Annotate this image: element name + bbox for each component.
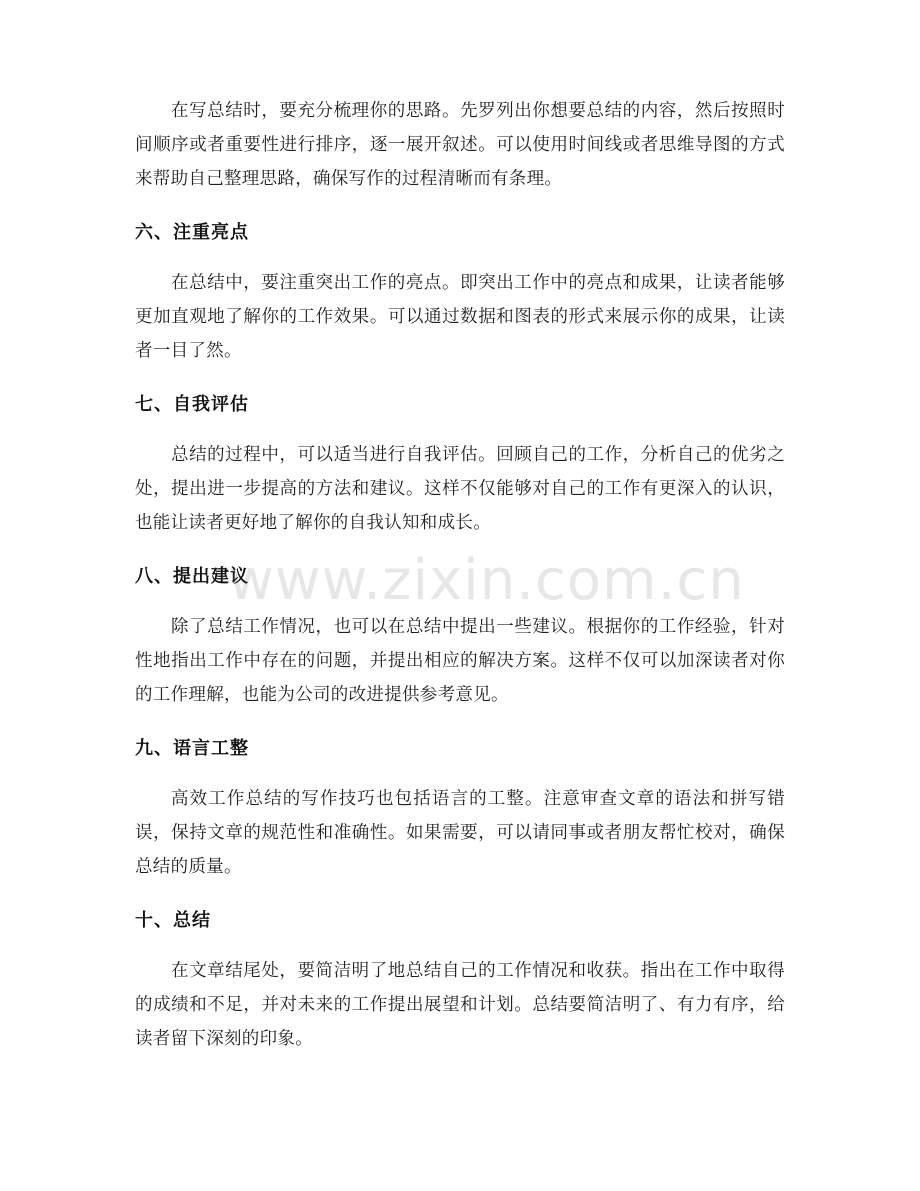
document-body	[135, 94, 785, 1078]
paragraph-suggestions: 除了总结工作情况，也可以在总结中提出一些建议。根据你的工作经验，针对性地指出工作中存在的问题，并提出相应的解决方案。这样不仅可以加深读者对你的工作理解，也能为公司的改进提供参考意见。	[135, 617, 785, 705]
heading-section-7: 七、自我评估	[135, 394, 249, 415]
heading-section-6: 六、注重亮点	[135, 222, 249, 243]
heading-section-9: 九、语言工整	[135, 738, 249, 759]
paragraph-self-evaluation: 总结的过程中，可以适当进行自我评估。回顾自己的工作，分析自己的优劣之处，提出进一步提高的方法和建议。这样不仅能够对自己的工作有更深入的认识，也能让读者更好地了解你的自我认知和成长。	[135, 445, 785, 533]
heading-section-8: 八、提出建议	[135, 566, 249, 587]
paragraph-highlights: 在总结中，要注重突出工作的亮点。即突出工作中的亮点和成果，让读者能够更加直观地了解你的工作效果。可以通过数据和图表的形式来展示你的成果，让读者一目了然。	[135, 273, 785, 361]
paragraph-organize-thoughts: 在写总结时，要充分梳理你的思路。先罗列出你想要总结的内容，然后按照时间顺序或者重要性进行排序，逐一展开叙述。可以使用时间线或者思维导图的方式来帮助自己整理思路，确保写作的过程清晰而有条理。	[135, 101, 785, 189]
paragraph-conclusion: 在文章结尾处，要简洁明了地总结自己的工作情况和收获。指出在工作中取得的成绩和不足，并对未来的工作提出展望和计划。总结要简洁明了、有力有序，给读者留下深刻的印象。	[135, 961, 785, 1049]
watermark: www.zixin.com.cn	[228, 548, 745, 613]
paragraph-language: 高效工作总结的写作技巧也包括语言的工整。注意审查文章的语法和拼写错误，保持文章的规范性和准确性。如果需要，可以请同事或者朋友帮忙校对，确保总结的质量。	[135, 789, 785, 877]
heading-section-10: 十、总结	[135, 910, 211, 931]
